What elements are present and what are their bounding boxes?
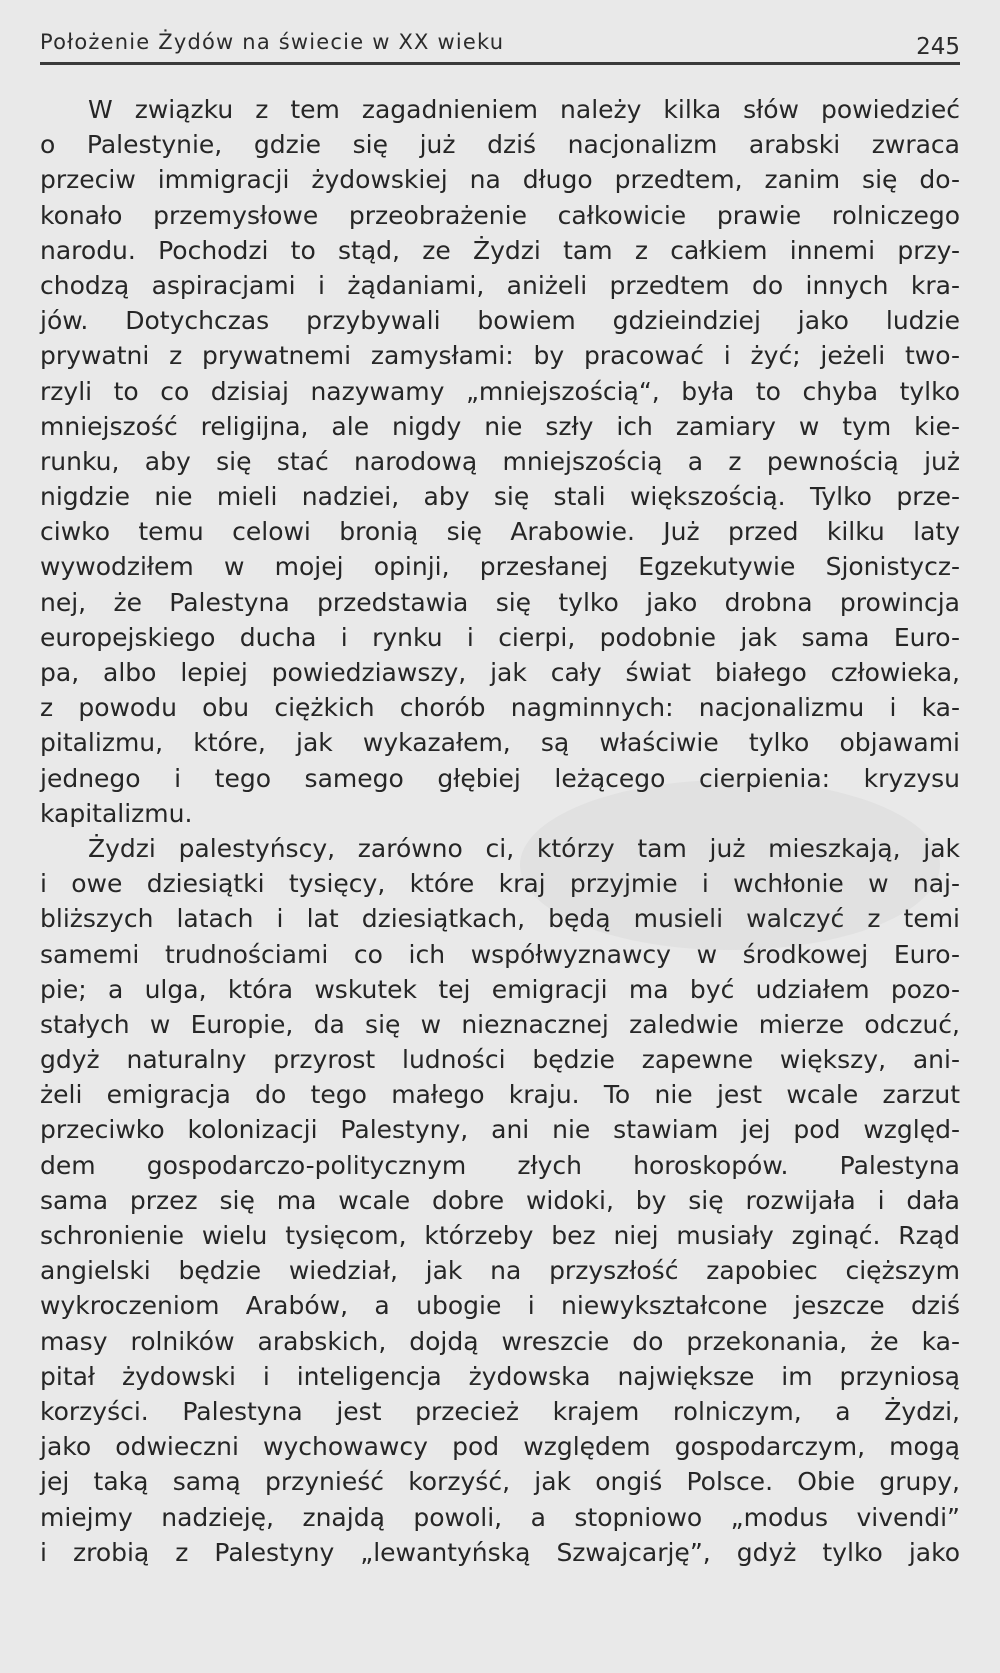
text-line: wywodziłem w mojej opinji, przesłanej Egzekutywie Sjonistycz- xyxy=(40,552,960,582)
text-line: sama przez się ma wcale dobre widoki, by się rozwijała i dała xyxy=(40,1185,960,1215)
text-line: pitalizmu, które, jak wykazałem, są właściwie tylko objawami xyxy=(40,728,960,758)
text-line: miejmy nadzieję, znajdą powoli, a stopniowo „modus vivendi” xyxy=(40,1502,960,1532)
paragraph-2 xyxy=(40,831,960,1570)
text-line: i zrobią z Palestyny „lewantyńską Szwajcarję”, gdyż tylko jako xyxy=(40,1537,960,1567)
text-line: korzyści. Palestyna jest przecież krajem rolniczym, a Żydzi, xyxy=(40,1396,960,1426)
text-line: runku, aby się stać narodową mniejszością a z pewnością już xyxy=(40,446,960,476)
text-line: pitał żydowski i inteligencja żydowska największe im przyniosą xyxy=(40,1361,960,1391)
text-line: przeciw immigracji żydowskiej na długo przedtem, zanim się do- xyxy=(40,165,960,195)
text-line: samemi trudnościami co ich współwyznawcy w środkowej Euro- xyxy=(40,939,960,969)
text-line: pie; a ulga, która wskutek tej emigracji ma być udziałem pozo- xyxy=(40,974,960,1004)
text-line: stałych w Europie, da się w nieznacznej zaledwie mierze odczuć, xyxy=(40,1009,960,1039)
text-line: prywatni z prywatnemi zamysłami: by pracować i żyć; jeżeli two- xyxy=(40,341,960,371)
header-rule xyxy=(40,62,960,65)
text-line: chodzą aspiracjami i żądaniami, aniżeli przedtem do innych kra- xyxy=(40,270,960,300)
text-line: europejskiego ducha i rynku i cierpi, podobnie jak sama Euro- xyxy=(40,622,960,652)
running-head-title: Położenie Żydów na świecie w XX wieku xyxy=(40,30,505,54)
text-line: pa, albo lepiej powiedziawszy, jak cały świat białego człowieka, xyxy=(40,658,960,687)
page-number: 245 xyxy=(916,34,960,60)
text-line: i owe dziesiątki tysięcy, które kraj przyjmie i wchłonie w naj- xyxy=(40,869,960,899)
text-line: bliższych latach i lat dziesiątkach, będą musieli walczyć z temi xyxy=(40,904,960,934)
text-line: W związku z tem zagadnieniem należy kilka słów powiedzieć xyxy=(88,95,960,124)
text-line: nej, że Palestyna przedstawia się tylko jako drobna prowincja xyxy=(40,587,960,617)
text-line: o Palestynie, gdzie się już dziś nacjonalizm arabski zwraca xyxy=(40,130,960,160)
text-line: jednego i tego samego głębiej leżącego cierpienia: kryzysu xyxy=(40,763,960,793)
text-line: angielski będzie wiedział, jak na przyszłość zapobiec cięższym xyxy=(40,1256,960,1286)
text-line: narodu. Pochodzi to stąd, ze Żydzi tam z całkiem innemi przy- xyxy=(40,235,960,265)
text-line: Żydzi palestyńscy, zarówno ci, którzy tam już mieszkają, jak xyxy=(88,833,960,863)
text-line: schronienie wielu tysięcom, którzeby bez niej musiały zginąć. Rząd xyxy=(40,1221,960,1250)
text-line: jako odwieczni wychowawcy pod względem gospodarczym, mogą xyxy=(40,1432,960,1462)
text-line: konało przemysłowe przeobrażenie całkowicie prawie rolniczego xyxy=(40,200,960,230)
text-line: jej taką samą przynieść korzyść, jak ongiś Polsce. Obie grupy, xyxy=(40,1467,960,1497)
text-line: kapitalizmu. xyxy=(40,798,193,828)
text-line: rzyli to co dzisiaj nazywamy „mniejszością“, była to chyba tylko xyxy=(40,376,960,406)
paragraph-1 xyxy=(40,92,960,831)
text-line: żeli emigracja do tego małego kraju. To nie jest wcale zarzut xyxy=(40,1080,960,1110)
body-text xyxy=(40,92,960,1570)
text-line: wykroczeniom Arabów, a ubogie i niewykształcone jeszcze dziś xyxy=(40,1291,960,1321)
text-line: ciwko temu celowi bronią się Arabowie. Już przed kilku laty xyxy=(40,517,960,547)
text-line: gdyż naturalny przyrost ludności będzie zapewne większy, ani- xyxy=(40,1045,960,1075)
text-line: z powodu obu ciężkich chorób nagminnych: nacjonalizmu i ka- xyxy=(40,693,960,723)
text-line: mniejszość religijna, ale nigdy nie szły ich zamiary w tym kie- xyxy=(40,411,960,441)
text-line: masy rolników arabskich, dojdą wreszcie do przekonania, że ka- xyxy=(40,1326,960,1356)
text-line: jów. Dotychczas przybywali bowiem gdzieindziej jako ludzie xyxy=(40,306,960,336)
running-header xyxy=(40,30,960,64)
text-line: nigdzie nie mieli nadziei, aby się stali większością. Tylko prze- xyxy=(40,482,960,512)
text-line: przeciwko kolonizacji Palestyny, ani nie stawiam jej pod względ- xyxy=(40,1115,960,1145)
text-line: dem gospodarczo-politycznym złych horoskopów. Palestyna xyxy=(40,1150,960,1180)
